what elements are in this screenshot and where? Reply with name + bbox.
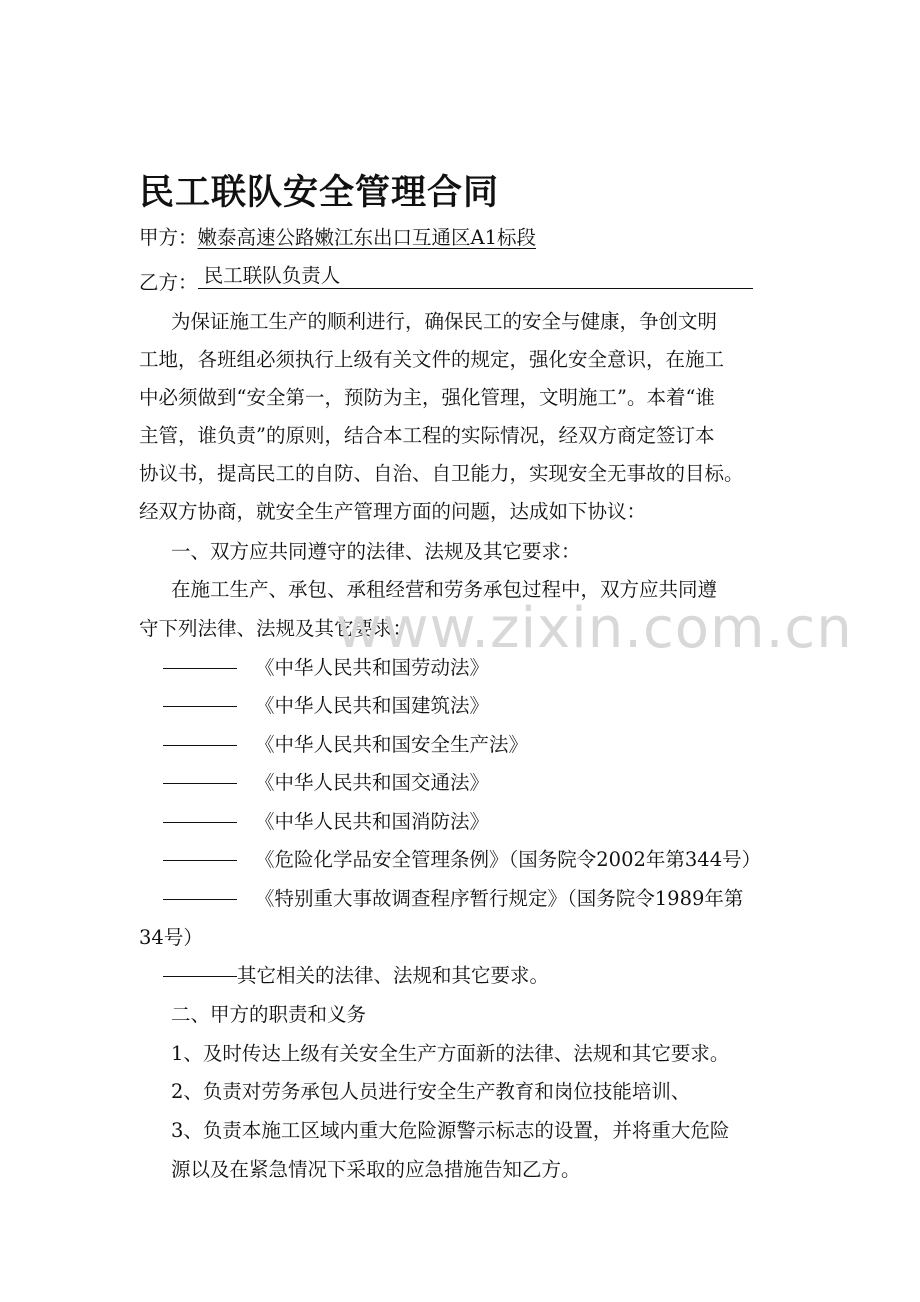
dash-line (163, 668, 237, 669)
section1-para-line-1: 在施工生产、承包、承租经营和劳务承包过程中，双方应共同遵 (171, 578, 718, 601)
party-a-label: 甲方： (139, 226, 198, 249)
dash-line (163, 899, 237, 900)
law-text: 其它相关的法律、法规和其它要求。 (237, 964, 550, 987)
law-text: 《特别重大事故调查程序暂行规定》（国务院令1989年第 (255, 887, 744, 910)
section2-item-2: 2、负责对劳务承包人员进行安全生产教育和岗位技能培训、 (171, 1080, 691, 1103)
watermark: www.zixin.com.cn (336, 596, 853, 661)
law-text: 《中华人民共和国劳动法》 (255, 656, 490, 679)
intro-line-2: 工地，各班组必须执行上级有关文件的规定，强化安全意识，在施工 (139, 348, 725, 371)
dash-line (163, 706, 237, 707)
party-b-label: 乙方： (139, 271, 198, 294)
party-a-line (139, 219, 536, 257)
intro-line-6: 经双方协商，就安全生产管理方面的问题，达成如下协议： (139, 500, 647, 523)
section1-heading: 一、双方应共同遵守的法律、法规及其它要求： (171, 540, 581, 563)
party-b-line (139, 264, 753, 302)
law-text: 《中华人民共和国消防法》 (255, 810, 490, 833)
section2-heading: 二、甲方的职责和义务 (171, 1003, 367, 1026)
law-item (163, 803, 489, 841)
section1-para-line-2: 守下列法律、法规及其它要求： (139, 617, 413, 640)
law-text: 《危险化学品安全管理条例》（国务院令2002年第344号） (255, 848, 762, 871)
law-item (163, 726, 528, 764)
party-a-value: 嫩泰高速公路嫩江东出口互通区A1标段 (197, 226, 537, 249)
intro-line-4: 主管，谁负责”的原则，结合本工程的实际情况，经双方商定签订本 (139, 424, 715, 447)
dash-line (163, 976, 237, 977)
law-item-continuation: 34号） (139, 926, 203, 949)
law-text: 《中华人民共和国建筑法》 (255, 694, 490, 717)
intro-line-5: 协议书，提高民工的自防、自治、自卫能力，实现安全无事故的目标。 (139, 462, 744, 485)
contract-title: 民工联队安全管理合同 (139, 173, 500, 213)
party-b-value: 民工联队负责人 (197, 264, 341, 287)
law-item (163, 649, 489, 687)
intro-line-1: 为保证施工生产的顺利进行，确保民工的安全与健康，争创文明 (171, 310, 718, 333)
dash-line (163, 745, 237, 746)
section2-item-3: 3、负责本施工区域内重大危险源警示标志的设置，并将重大危险 (171, 1119, 730, 1142)
dash-line (163, 783, 237, 784)
party-b-blank (198, 266, 753, 289)
law-item (163, 687, 489, 725)
law-item (163, 880, 743, 918)
law-item-other (163, 957, 549, 995)
section2-item-3-cont: 源以及在紧急情况下采取的应急措施告知乙方。 (171, 1158, 581, 1181)
law-item (163, 764, 489, 802)
dash-line (163, 822, 237, 823)
intro-line-3: 中必须做到“安全第一，预防为主，强化管理，文明施工”。本着“谁 (139, 386, 715, 409)
law-text: 《中华人民共和国交通法》 (255, 771, 490, 794)
law-text: 《中华人民共和国安全生产法》 (255, 733, 529, 756)
dash-line (163, 860, 237, 861)
section2-item-1: 1、及时传达上级有关安全生产方面新的法律、法规和其它要求。 (171, 1042, 730, 1065)
law-item (163, 841, 761, 879)
